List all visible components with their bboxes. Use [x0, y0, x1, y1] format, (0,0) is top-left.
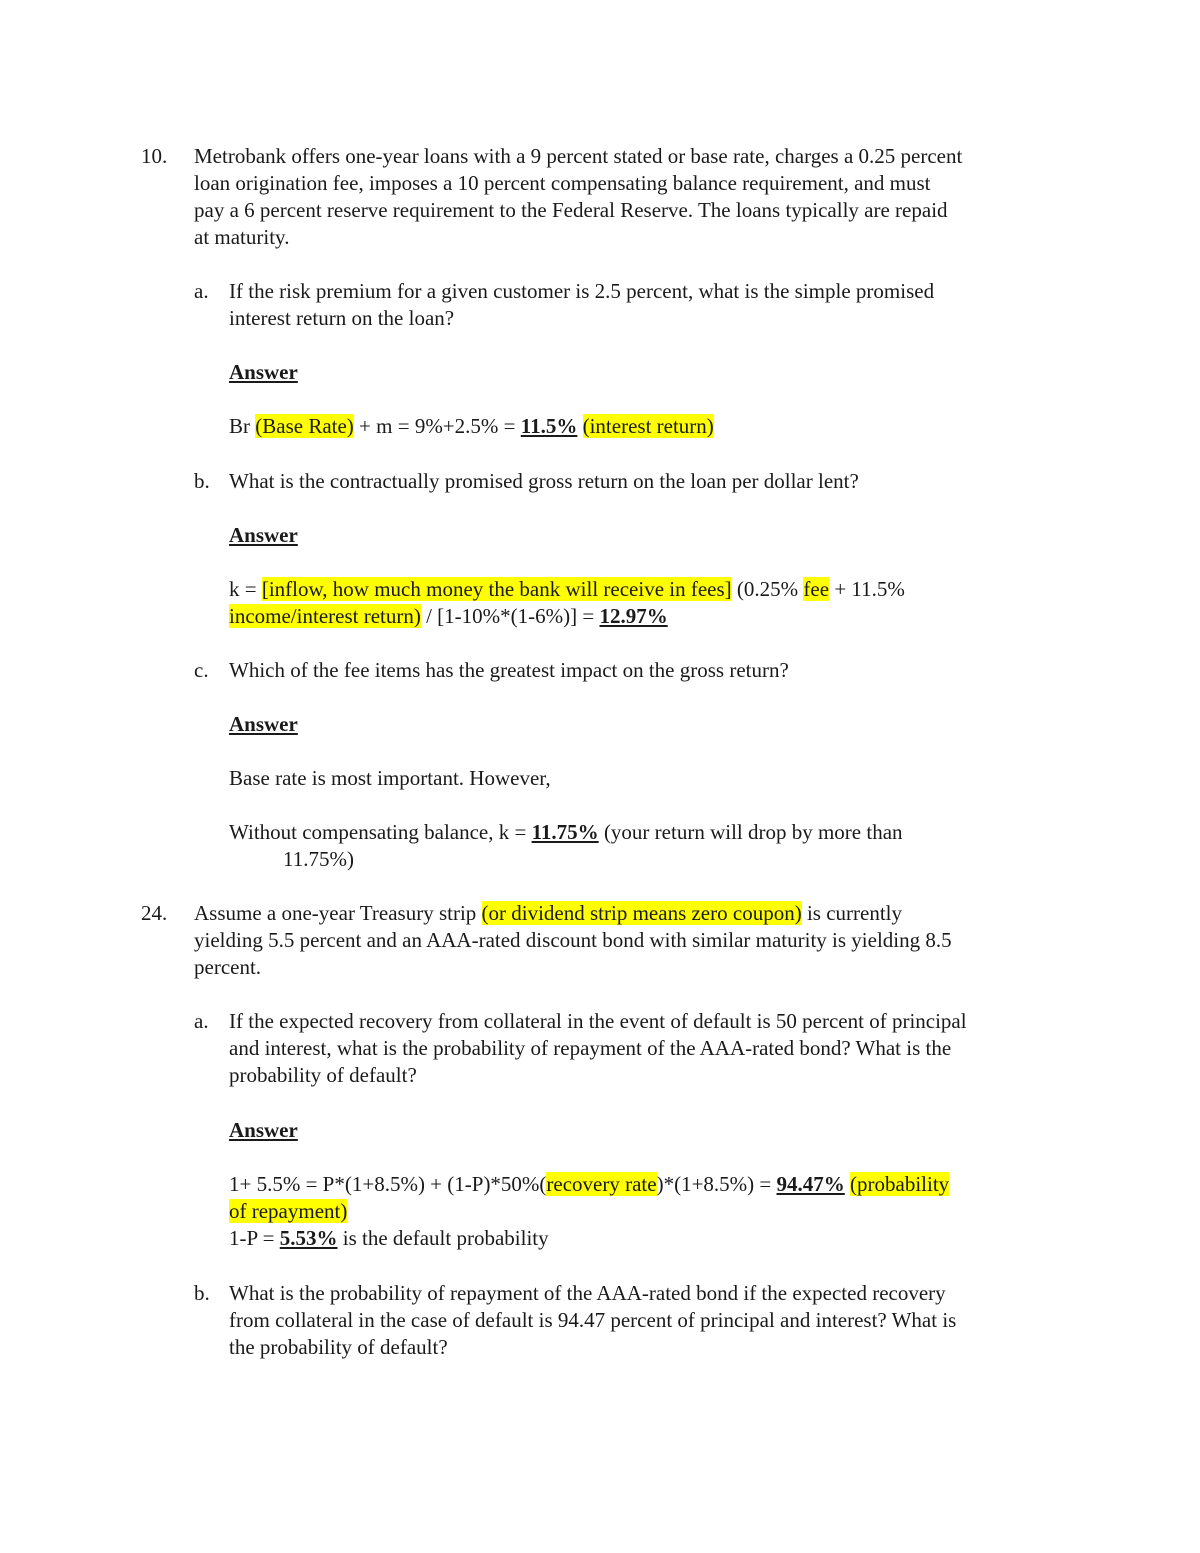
- highlight-probability: (probability: [850, 1172, 950, 1196]
- answer-text: Without compensating balance, k =: [229, 820, 532, 844]
- answer-heading-10c: Answer: [229, 712, 298, 736]
- part-label-10b: b.: [194, 469, 210, 493]
- answer-text: (your return will drop by more than: [598, 820, 903, 844]
- answer-24a-line-1: [229, 1171, 949, 1198]
- part-label-10c: c.: [194, 658, 209, 682]
- result-value: 12.97%: [599, 604, 668, 628]
- answer-text: is the default probability: [337, 1226, 549, 1250]
- answer-text: Br: [229, 414, 256, 438]
- question-10-stem-line-3: pay a 6 percent reserve requirement to the Federal Reserve. The loans typically are repaid: [194, 198, 948, 222]
- answer-text: [577, 414, 582, 438]
- answer-10b-line-1: [229, 576, 905, 603]
- question-10-stem-line-2: loan origination fee, imposes a 10 percent compensating balance requirement, and must: [194, 171, 931, 195]
- highlight-inflow-note: [inflow, how much money the bank will receive in fees]: [261, 577, 732, 601]
- answer-10c-line-2: [229, 819, 903, 846]
- question-10-stem-line-1: Metrobank offers one-year loans with a 9 percent stated or base rate, charges a 0.25 percent: [194, 144, 963, 168]
- highlight-dividend-strip: (or dividend strip means zero coupon): [481, 901, 802, 925]
- question-10-stem-line-4: at maturity.: [194, 225, 290, 249]
- answer-text: 1-P =: [229, 1226, 280, 1250]
- stem-text: is currently: [801, 901, 903, 925]
- answer-text: + m = 9%+2.5% =: [353, 414, 521, 438]
- answer-text: k =: [229, 577, 262, 601]
- answer-10a: [229, 413, 714, 440]
- answer-text: (0.25%: [731, 577, 804, 601]
- highlight-base-rate: (Base Rate): [255, 414, 354, 438]
- part-10a-question-line-1: If the risk premium for a given customer is 2.5 percent, what is the simple promised: [229, 279, 935, 303]
- answer-text: + 11.5%: [829, 577, 905, 601]
- answer-text: )*(1+8.5%) =: [656, 1172, 777, 1196]
- result-value: 11.5%: [520, 414, 578, 438]
- answer-text: 1+ 5.5% = P*(1+8.5%) + (1-P)*50%(: [229, 1172, 547, 1196]
- part-24a-question-line-2: and interest, what is the probability of repayment of the AAA-rated bond? What is the: [229, 1036, 952, 1060]
- part-24a-question-line-1: If the expected recovery from collateral in the event of default is 50 percent of principal: [229, 1009, 967, 1033]
- stem-text: Assume a one-year Treasury strip: [194, 901, 482, 925]
- part-10c-question: Which of the fee items has the greatest impact on the gross return?: [229, 658, 789, 682]
- part-label-24a: a.: [194, 1009, 209, 1033]
- question-24-stem-line-1: [194, 900, 902, 927]
- answer-text: / [1-10%*(1-6%)] =: [420, 604, 600, 628]
- part-24b-question-line-2: from collateral in the case of default is 94.47 percent of principal and interest? What is: [229, 1308, 957, 1332]
- part-10b-question: What is the contractually promised gross return on the loan per dollar lent?: [229, 469, 859, 493]
- answer-heading-24a: Answer: [229, 1118, 298, 1142]
- part-label-24b: b.: [194, 1281, 210, 1305]
- part-label-10a: a.: [194, 279, 209, 303]
- question-number-10: 10.: [141, 144, 168, 168]
- answer-24a-line-3: [229, 1225, 549, 1252]
- part-24b-question-line-1: What is the probability of repayment of the AAA-rated bond if the expected recovery: [229, 1281, 946, 1305]
- highlight-fee: fee: [803, 577, 830, 601]
- answer-10b-line-2: [229, 603, 668, 630]
- highlight-recovery-rate: recovery rate: [546, 1172, 657, 1196]
- answer-heading-10a: Answer: [229, 360, 298, 384]
- highlight-of-repayment: of repayment): [229, 1199, 348, 1223]
- answer-10c-line-3: 11.75%): [283, 847, 354, 871]
- result-value: 5.53%: [279, 1226, 338, 1250]
- answer-10c-line-1: Base rate is most important. However,: [229, 766, 551, 790]
- answer-24a-line-2: [229, 1198, 347, 1225]
- question-number-24: 24.: [141, 901, 168, 925]
- part-24a-question-line-3: probability of default?: [229, 1063, 417, 1087]
- answer-heading-10b: Answer: [229, 523, 298, 547]
- result-value: 11.75%: [531, 820, 599, 844]
- question-24-stem-line-3: percent.: [194, 955, 262, 979]
- part-24b-question-line-3: the probability of default?: [229, 1335, 448, 1359]
- result-value: 94.47%: [776, 1172, 845, 1196]
- question-24-stem-line-2: yielding 5.5 percent and an AAA-rated discount bond with similar maturity is yielding 8.5: [194, 928, 952, 952]
- highlight-income-return: income/interest return): [229, 604, 421, 628]
- part-10a-question-line-2: interest return on the loan?: [229, 306, 455, 330]
- highlight-interest-return: (interest return): [582, 414, 714, 438]
